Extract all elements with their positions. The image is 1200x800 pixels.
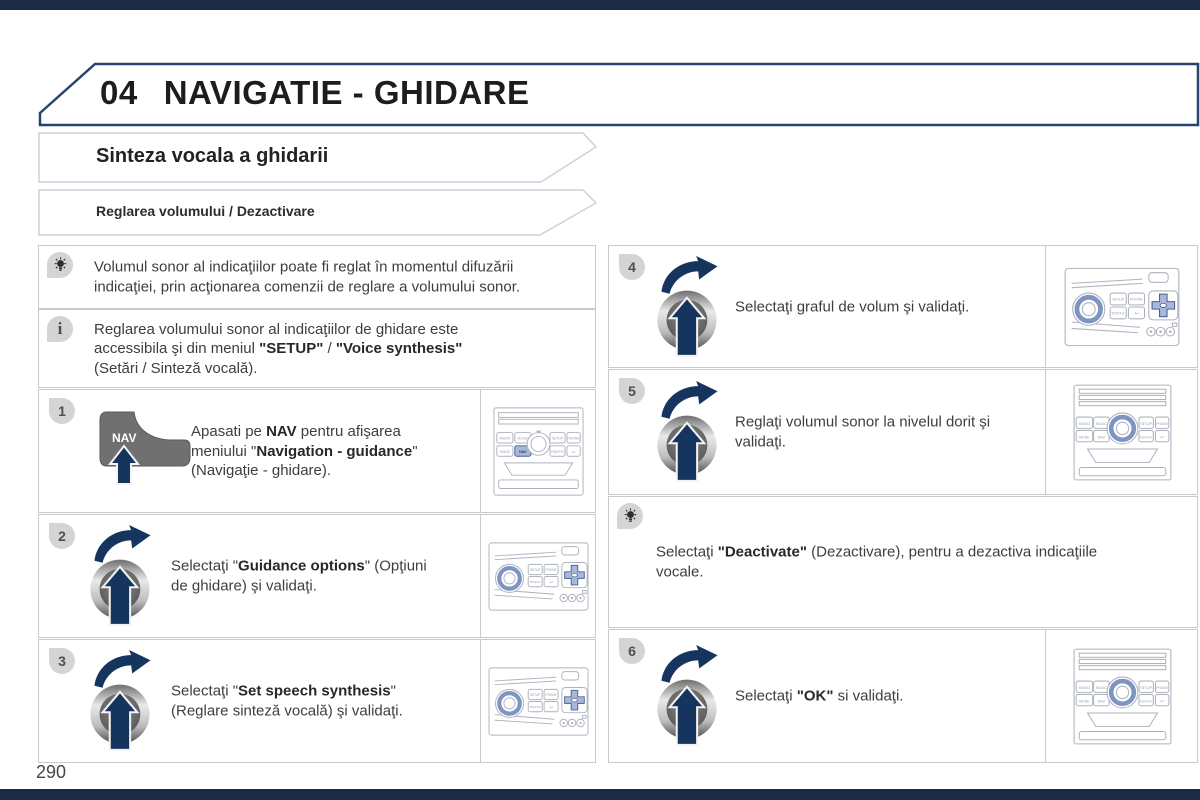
radio-unit-illustration-knob xyxy=(1071,383,1174,482)
chapter-number: 04 xyxy=(100,74,138,111)
step-row-1 xyxy=(38,389,596,513)
step-text: Selectaţi "OK" si validaţi. xyxy=(735,687,904,705)
step-text: Selectaţi graful de volum şi validaţi. xyxy=(735,297,970,315)
bulb-icon xyxy=(617,503,643,529)
unit-image-cell xyxy=(480,390,596,512)
tip-text: Volumul sonor al indicaţiilor poate fi reglat în momentul difuzării indicaţiei, prin acţionarea comenzii de reglare a volumului sonor. xyxy=(94,258,521,295)
rotary-knob-icon xyxy=(651,644,729,748)
step-text: Apasati pe NAV pentru afişarea meniului "Navigation - guidance" (Navigaţie - ghidare). xyxy=(191,422,418,479)
tip-row-volume xyxy=(38,245,596,309)
nav-key-label: NAV xyxy=(112,431,137,445)
unit-image-cell xyxy=(1045,246,1198,367)
step-number-badge: 3 xyxy=(49,648,75,674)
step-text: Selectaţi "Guidance options" (Opţiuni de ghidare) şi validaţi. xyxy=(171,557,427,594)
chapter-title-text: NAVIGATIE - GHIDARE xyxy=(163,74,530,111)
step-row-5 xyxy=(608,369,1198,495)
step-text: Reglaţi volumul sonor la nivelul dorit şi validaţi. xyxy=(735,413,991,450)
step-row-6 xyxy=(608,629,1198,763)
nav-key-icon xyxy=(94,406,194,486)
step-number-badge: 2 xyxy=(49,523,75,549)
bulb-icon xyxy=(47,252,73,278)
rotary-knob-icon xyxy=(651,380,729,484)
bulb-glyph xyxy=(621,507,640,526)
step-number-badge: 4 xyxy=(619,254,645,280)
radio-unit-illustration-nav xyxy=(491,406,586,497)
unit-image-cell xyxy=(1045,370,1198,494)
radio-unit-illustration-knob xyxy=(1071,647,1174,746)
step-row-4 xyxy=(608,245,1198,368)
bottom-edge-bar xyxy=(0,789,1200,800)
step-text: Selectaţi "Set speech synthesis" (Reglare sinteză vocală) şi validaţi. xyxy=(171,682,403,719)
step-row-3 xyxy=(38,639,596,763)
step-row-2 xyxy=(38,514,596,638)
info-glyph: i xyxy=(57,319,63,338)
radio-unit-illustration-rt6 xyxy=(487,666,590,737)
step-number-badge: 6 xyxy=(619,638,645,664)
unit-image-cell xyxy=(480,640,596,762)
info-row-setup-menu xyxy=(38,309,596,388)
chapter-title xyxy=(100,74,530,112)
rotary-knob-icon xyxy=(651,255,729,359)
unit-image-cell xyxy=(1045,630,1198,762)
section-title: Sinteza vocala a ghidarii xyxy=(96,145,329,167)
step-number-badge: 1 xyxy=(49,398,75,424)
top-edge-bar xyxy=(0,0,1200,10)
info-icon xyxy=(47,316,73,342)
radio-unit-illustration-rt6 xyxy=(487,541,590,612)
page-number: 290 xyxy=(36,762,67,782)
radio-unit-illustration-rt6 xyxy=(1063,266,1181,348)
deactivate-text: Selectaţi "Deactivate" (Dezactivare), pentru a dezactiva indicaţiile vocale. xyxy=(656,543,1098,580)
step-number-badge: 5 xyxy=(619,378,645,404)
rotary-knob-icon xyxy=(84,524,162,628)
rotary-knob-icon xyxy=(84,649,162,753)
subsection-title: Reglarea volumului / Dezactivare xyxy=(96,203,315,219)
tip-row-deactivate xyxy=(608,496,1198,628)
info-text: Reglarea volumului sonor al indicaţiilor de ghidare este accessibila şi din meniul "SETUP" / "Voice synthesis" (Setări / Sinteză vocală). xyxy=(94,320,463,377)
unit-image-cell xyxy=(480,515,596,637)
bulb-glyph xyxy=(51,256,70,275)
